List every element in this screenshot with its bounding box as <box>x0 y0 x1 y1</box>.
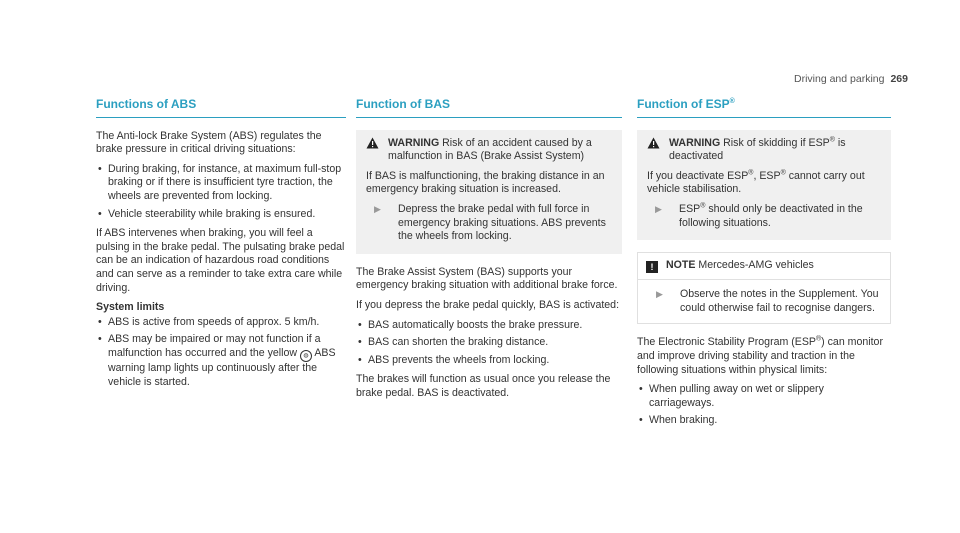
esp-warning-box: WARNING Risk of skidding if ESP® is deactivated If you deactivate ESP®, ESP® cannot carry out vehicle stabilisation. ▶ ESP® should only be deactivated in the following situations. <box>637 130 891 241</box>
limit-text-post: ABS warning lamp lights up continuously after the vehicle is started. <box>108 346 336 388</box>
instruction-arrow-icon: ▶ <box>656 289 663 300</box>
list-item <box>96 333 346 389</box>
bas-section <box>356 98 622 407</box>
list-item: • BAS can shorten the braking distance. <box>356 336 622 350</box>
instruction-text: Depress the brake pedal with full force in emergency braking situations. ABS prevents the wheels from locking. <box>398 202 606 243</box>
limit-text-pre: ABS may be impaired or may not function if a malfunction has occurred and the yellow <box>108 333 321 359</box>
bas-para2: If you depress the brake pedal quickly, BAS is activated: <box>356 298 620 311</box>
bas-warning-box <box>356 130 622 254</box>
note-label: NOTE <box>666 259 696 272</box>
esp-paragraph: The Electronic Stability Program (ESP®) can monitor and improve driving stability and traction in the following situations within physical limits: <box>637 335 883 376</box>
esp-bullets <box>637 383 891 428</box>
list-item: • ABS is active from speeds of approx. 5 km/h. <box>96 316 346 330</box>
warning-text: Risk of an accident caused by a malfunction in BAS (Brake Assist System) <box>388 136 592 163</box>
instruction-arrow-icon: ▶ <box>655 203 662 214</box>
bas-bullets <box>356 319 622 368</box>
esp-section <box>637 98 891 434</box>
abs-limits <box>96 316 346 389</box>
note-text: Mercedes-AMG vehicles <box>698 259 814 272</box>
instruction-text: ESP® should only be deactivated in the following situations. <box>679 202 863 229</box>
list-item: • Vehicle steerability while braking is ensured. <box>96 208 346 222</box>
warning-label: WARNING <box>669 136 721 149</box>
warning-triangle-icon <box>366 137 388 149</box>
esp-title: Function of ESP® <box>637 98 891 118</box>
abs-paragraph: If ABS intervenes when braking, you will feel a pulsing in the brake pedal. The pulsating brake pedal can be an indication of hazardous road conditions and can serve as a reminder to take extra care while driving. <box>96 227 345 294</box>
warning-body: If you deactivate ESP®, ESP® cannot carry out vehicle stabilisation. <box>647 169 865 196</box>
abs-intro: The Anti-lock Brake System (ABS) regulates the brake pressure in critical driving situations: <box>96 129 322 156</box>
section-name: Driving and parking <box>794 73 885 85</box>
abs-warning-lamp-icon: ◍ <box>300 350 312 362</box>
warning-triangle-icon <box>647 137 669 149</box>
warning-body: If BAS is malfunctioning, the braking distance in an emergency braking situation is increased. <box>366 169 605 196</box>
page-number: 269 <box>890 73 908 85</box>
note-exclamation-icon: ! <box>646 261 658 273</box>
list-item: • BAS automatically boosts the brake pressure. <box>356 319 622 333</box>
abs-bullets <box>96 163 346 221</box>
list-item: • When pulling away on wet or slippery carriageways. <box>637 383 891 410</box>
bas-title: Function of BAS <box>356 98 622 118</box>
list-item: • During braking, for instance, at maximum full-stop braking or if there is insufficient tyre traction, the wheels are prevented from locking. <box>96 163 346 204</box>
warning-label: WARNING <box>388 136 440 149</box>
list-item: • When braking. <box>637 414 891 428</box>
abs-section <box>96 98 346 395</box>
system-limits-title: System limits <box>96 301 165 314</box>
abs-title: Functions of ABS <box>96 98 346 118</box>
page-header <box>794 73 908 87</box>
instruction-arrow-icon: ▶ <box>374 203 381 214</box>
bas-para3: The brakes will function as usual once you release the brake pedal. BAS is deactivated. <box>356 373 611 399</box>
list-item: • ABS prevents the wheels from locking. <box>356 354 622 368</box>
esp-note-box <box>637 252 891 324</box>
note-instruction: Observe the notes in the Supplement. You could otherwise fail to recognise dangers. <box>680 288 879 314</box>
bas-para1: The Brake Assist System (BAS) supports your emergency braking situation with additional brake force. <box>356 265 618 292</box>
